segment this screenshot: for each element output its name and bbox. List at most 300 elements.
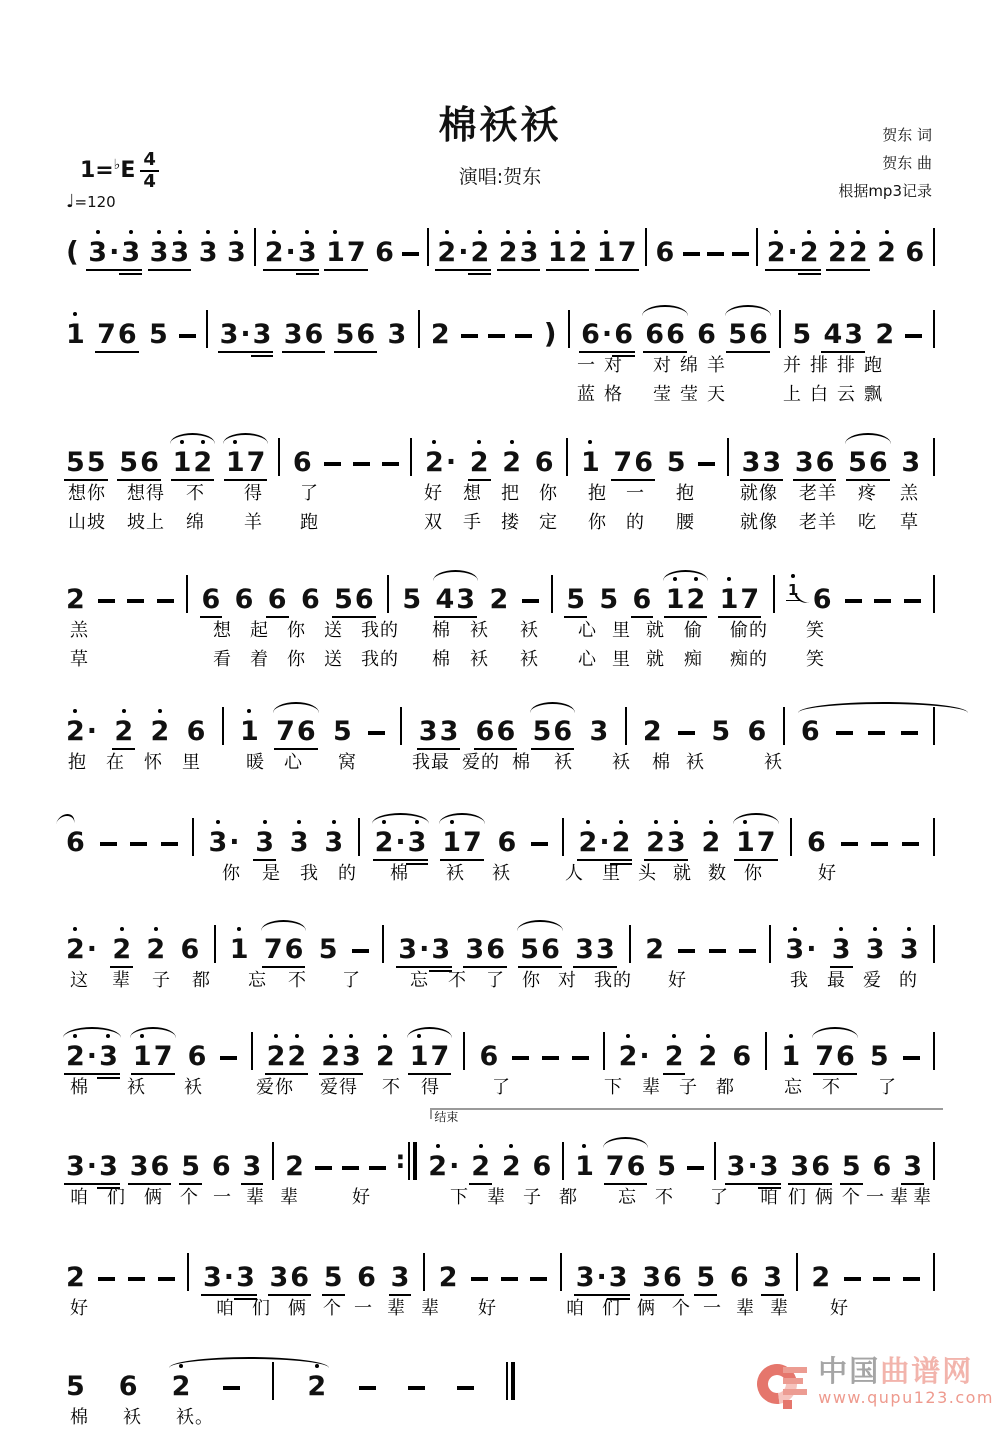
lyric-syllable: 就: [646, 620, 665, 641]
note-token: 6: [201, 586, 222, 613]
lyric-syllable: 辈: [913, 1187, 932, 1208]
dash-hold: [161, 842, 178, 846]
note-token: 6: [905, 237, 925, 268]
lyric-syllable: 个: [672, 1298, 691, 1319]
lyric-syllable: 袄: [446, 863, 465, 884]
lyric-syllable: 们: [788, 1187, 807, 1208]
note-token: 2: [877, 237, 896, 268]
barline: [933, 575, 935, 613]
note-token: 3: [762, 1264, 783, 1291]
slur-arc: [603, 1137, 649, 1150]
lyric-syllable: 得: [244, 483, 263, 504]
dash-hold: [382, 462, 399, 466]
note-token: [844, 1277, 861, 1291]
lyric-syllable: 想你: [68, 483, 106, 504]
dash-hold: [709, 949, 726, 953]
ending-bracket: [430, 1108, 943, 1124]
note-token: [678, 949, 695, 963]
note-token: 1 2: [665, 586, 707, 613]
note-token: [903, 1056, 920, 1070]
lyric-syllable: 的: [899, 970, 918, 991]
lyrics-line: [65, 745, 935, 774]
lyric-syllable: 里: [612, 620, 631, 641]
note-token: 1 7: [441, 829, 483, 856]
note-token: 5: [333, 716, 352, 747]
meter-numerator: 4: [140, 150, 159, 172]
note-token: 5: [695, 1264, 716, 1291]
lyrics-line: [65, 377, 935, 406]
lyric-syllable: 子: [152, 970, 171, 991]
note-token: 5: [711, 716, 731, 747]
lyric-syllable: 袄: [764, 752, 783, 773]
lyric-syllable: 格: [604, 384, 623, 405]
note-token: [98, 1277, 115, 1291]
lyric-syllable: 里: [182, 752, 201, 773]
note-token: 5 6: [333, 586, 375, 613]
barline: [562, 818, 564, 856]
note-token: 3 · 3: [202, 1264, 256, 1291]
note-token: [98, 599, 115, 613]
dash-hold: [522, 599, 539, 603]
note-token: 2 · 2: [766, 239, 820, 266]
lyric-syllable: 你: [287, 620, 306, 641]
brand-pink: 曲谱网: [880, 1354, 974, 1388]
barline: [933, 438, 935, 476]
lyric-syllable: 袄: [470, 649, 489, 670]
lyric-syllable: 俩: [815, 1187, 834, 1208]
note-token: [530, 1277, 547, 1291]
note-token: 2 · 2: [436, 239, 490, 266]
lyric-syllable: 们: [602, 1298, 621, 1319]
note-token: [904, 599, 921, 613]
dash-hold: [845, 599, 862, 603]
note-token: 3 3: [741, 449, 783, 476]
note-token: 2: [489, 584, 509, 615]
dash-hold: [905, 334, 922, 338]
barline: [625, 707, 627, 745]
note-token: 2: [645, 934, 665, 965]
slur-arc: [733, 813, 779, 826]
note-token: 6: [655, 237, 675, 268]
watermark-brand: [818, 1355, 973, 1388]
dash-hold: [515, 334, 532, 338]
note-token: [359, 1386, 376, 1400]
dash-hold: [471, 1277, 488, 1281]
barline: [187, 1253, 189, 1291]
note-token: [739, 949, 756, 963]
slur-arc: [407, 1027, 453, 1040]
note-token: 1 7: [719, 586, 761, 613]
note-token: 2: [307, 1371, 327, 1402]
note-token: [678, 731, 695, 745]
dash-hold: [683, 252, 700, 256]
lyric-syllable: 棉: [70, 1077, 89, 1098]
note-token: 2 3: [498, 239, 540, 266]
underline: [567, 269, 590, 271]
note-token: (: [66, 235, 79, 268]
score-system: [65, 218, 935, 266]
notation-line: [65, 565, 935, 613]
dash-hold: [871, 842, 888, 846]
lyric-syllable: 好: [818, 863, 837, 884]
note-token: 2: [811, 1262, 831, 1293]
note-token: 2 3: [645, 829, 687, 856]
note-token: 1 7: [409, 1043, 451, 1070]
note-token: 5 6: [847, 449, 889, 476]
barline: [427, 228, 429, 266]
note-token: 6: [65, 829, 86, 856]
lyric-syllable: 辈: [487, 1187, 506, 1208]
barline: [773, 575, 775, 613]
note-token: [836, 731, 853, 745]
lyric-syllable: 羔: [900, 483, 919, 504]
slur-arc: [530, 702, 576, 715]
lyric-syllable: 我的: [361, 620, 399, 641]
note-token: [512, 1056, 529, 1070]
barline: [933, 1253, 935, 1291]
note-token: [353, 462, 370, 476]
note-token: 3 6: [129, 1153, 171, 1180]
lyric-syllable: 定: [539, 512, 558, 533]
lyric-syllable: 俩: [144, 1187, 163, 1208]
note-token: 1 7: [132, 1043, 174, 1070]
lyric-syllable: 我: [300, 863, 319, 884]
note-token: 6: [800, 718, 821, 745]
lyric-syllable: 偷: [684, 620, 703, 641]
lyricist-credit: 贺东 词: [882, 126, 932, 144]
lyric-syllable: 最: [827, 970, 846, 991]
barline: [933, 925, 935, 963]
note-token: 7 6: [605, 1153, 647, 1180]
lyric-syllable: 下: [604, 1077, 623, 1098]
note-token: 1 7: [225, 449, 267, 476]
lyric-syllable: 你: [222, 863, 241, 884]
lyrics-line: [65, 963, 935, 992]
note-token: [709, 949, 726, 963]
barline: [933, 818, 935, 856]
lyric-syllable: 们: [107, 1187, 126, 1208]
barline: [783, 707, 785, 745]
lyric-syllable: 我: [790, 970, 809, 991]
watermark-text: [818, 1355, 994, 1407]
lyric-syllable: 搂: [501, 512, 520, 533]
note-token: 2: [171, 1373, 192, 1400]
note-token: 3 3: [149, 239, 191, 266]
score-system: [65, 1110, 935, 1209]
barline: [382, 925, 384, 963]
note-token: 3: [324, 827, 344, 858]
barline: [423, 1253, 425, 1291]
lyric-syllable: 天: [707, 384, 726, 405]
note-token: 5: [402, 584, 422, 615]
notation-line: [65, 1022, 935, 1070]
note-token: 3 · 3: [87, 239, 141, 266]
note-token: 2 ·: [618, 1041, 650, 1072]
note-token: 2: [113, 718, 134, 745]
note-token: 6: [747, 716, 767, 747]
lyric-syllable: 怀: [144, 752, 163, 773]
lyric-syllable: 想: [213, 620, 232, 641]
qupu-logo-icon: [757, 1355, 813, 1413]
barline: [779, 310, 781, 348]
lyric-syllable: 头: [638, 863, 657, 884]
lyric-syllable: 好: [830, 1298, 849, 1319]
note-token: 3: [390, 1264, 411, 1291]
lyric-syllable: 云: [837, 384, 856, 405]
lyric-syllable: 了: [878, 1077, 897, 1098]
note-token: 5: [148, 319, 168, 350]
note-token: 5: [666, 447, 686, 478]
lyric-syllable: 都: [192, 970, 211, 991]
dash-hold: [902, 842, 919, 846]
underline: [546, 269, 569, 271]
slur-arc: [798, 702, 968, 715]
lyric-syllable: 山坡: [68, 512, 106, 533]
note-token: 3: [902, 1153, 923, 1180]
underline: [468, 269, 491, 271]
note-token: 6: [729, 1262, 749, 1293]
note-token: 2: [430, 319, 450, 350]
barline: [568, 310, 570, 348]
note-token: 3 · 3: [575, 1264, 629, 1291]
lyric-syllable: 忘: [784, 1077, 803, 1098]
lyric-syllable: 咱: [70, 1187, 89, 1208]
dash-hold: [128, 1277, 145, 1281]
note-token: 6 6: [644, 321, 686, 348]
dash-hold: [488, 334, 505, 338]
lyric-syllable: 袄: [127, 1077, 146, 1098]
lyric-syllable: 辈: [112, 970, 131, 991]
lyric-syllable: 老羊: [799, 483, 837, 504]
note-token: [542, 1056, 559, 1070]
dash-hold: [698, 462, 715, 466]
score-system: [65, 808, 935, 885]
note-token: 5: [180, 1153, 201, 1180]
note-token: [158, 1277, 175, 1291]
barline: [765, 1032, 767, 1070]
note-token: 2: [285, 1151, 304, 1182]
lyrics-line: [65, 1291, 935, 1320]
barline: [645, 228, 647, 266]
note-token: 2: [150, 716, 170, 747]
dash-hold: [402, 252, 419, 256]
lyric-syllable: 就: [673, 863, 692, 884]
logo-tail: [783, 1400, 792, 1409]
lyric-syllable: 就像: [740, 483, 778, 504]
lyric-syllable: 对: [604, 355, 623, 376]
lyric-syllable: 棉: [432, 620, 451, 641]
lyrics-line: [65, 505, 935, 534]
barline: [192, 818, 194, 856]
lyric-syllable: 了: [300, 483, 319, 504]
lyric-syllable: 好: [70, 1298, 89, 1319]
lyric-syllable: 一: [577, 355, 596, 376]
lyric-syllable: 看: [213, 649, 232, 670]
dash-hold: [732, 252, 749, 256]
key-signature: [80, 150, 159, 192]
lyric-syllable: 你: [287, 649, 306, 670]
note-token: 2 ·: [66, 716, 98, 747]
lyric-syllable: 了: [486, 970, 505, 991]
lyric-syllable: 的: [626, 512, 645, 533]
barline: [186, 575, 188, 613]
note-token: 2: [664, 1043, 685, 1070]
time-signature: [140, 150, 159, 192]
slur-arc: [170, 433, 216, 446]
lyric-syllable: 痴的: [730, 649, 768, 670]
barline: [727, 438, 729, 476]
lyric-syllable: 袄。: [176, 1407, 214, 1428]
lyric-syllable: 羊: [244, 512, 263, 533]
lyric-syllable: 排: [810, 355, 829, 376]
note-token: 3: [242, 1153, 263, 1180]
lyric-syllable: 你: [539, 483, 558, 504]
note-token: [871, 842, 888, 856]
dash-hold: [841, 842, 858, 846]
dash-hold: [707, 252, 724, 256]
barline: [551, 575, 553, 613]
note-token: 2: [875, 319, 895, 350]
lyric-syllable: 我最: [412, 752, 450, 773]
note-token: 1 2: [172, 449, 214, 476]
underline: [263, 269, 286, 271]
song-title: 棉袄袄: [438, 103, 562, 147]
barline: [206, 310, 208, 348]
note-token: 6: [375, 237, 394, 268]
note-token: [408, 1386, 425, 1400]
lyric-syllable: 们: [252, 1298, 271, 1319]
note-token: 5 6: [532, 718, 574, 745]
note-token: 6: [187, 1041, 207, 1072]
lyric-syllable: 跑: [300, 512, 319, 533]
note-token: 2: [470, 1153, 491, 1180]
lyric-syllable: 送: [324, 620, 343, 641]
dash-hold: [739, 949, 756, 953]
note-token: 7 6: [263, 936, 305, 963]
tempo-marking: [66, 191, 116, 212]
dash-hold: [501, 1277, 518, 1281]
note-token: [873, 1277, 890, 1291]
notation-line: [65, 1243, 935, 1291]
dash-hold: [542, 1056, 559, 1060]
flat-icon: ♭: [113, 156, 121, 173]
lyric-syllable: 都: [559, 1187, 578, 1208]
underline: [296, 269, 319, 271]
note-token: 7 6: [814, 1043, 856, 1070]
lyric-syllable: 忘: [248, 970, 267, 991]
lyric-syllable: 好: [352, 1187, 371, 1208]
lyric-syllable: 飘: [864, 384, 883, 405]
lyric-syllable: 双: [424, 512, 443, 533]
note-token: 3: [387, 319, 407, 350]
dash-hold: [100, 842, 117, 846]
grace-tie: [795, 590, 811, 607]
lyric-syllable: 着: [250, 649, 269, 670]
note-token: 2 ·: [66, 934, 98, 965]
note-token: 3 6: [789, 1153, 831, 1180]
note-token: 3: [899, 934, 919, 965]
note-token: 1: [66, 319, 85, 350]
notation-line: [65, 428, 935, 476]
note-token: 1: [575, 1151, 594, 1182]
lyrics-line: [65, 1180, 935, 1209]
lyric-syllable: 棉: [432, 649, 451, 670]
note-token: 6: [732, 1041, 752, 1072]
lyric-syllable: 羊: [707, 355, 726, 376]
score-system: [65, 1022, 935, 1099]
note-token: 3: [254, 829, 275, 856]
lyric-syllable: 好: [668, 970, 687, 991]
note-token: 3: [198, 237, 218, 268]
lyric-syllable: 里: [612, 649, 631, 670]
lyric-syllable: 辈: [280, 1187, 299, 1208]
lyric-syllable: 这: [70, 970, 89, 991]
dash-hold: [873, 1277, 890, 1281]
underline: [826, 269, 849, 271]
note-token: 3: [831, 936, 852, 963]
dash-hold: [223, 1386, 240, 1390]
dash-hold: [678, 731, 695, 735]
lyric-syllable: 笑: [806, 620, 825, 641]
lyric-syllable: 爱你: [256, 1077, 294, 1098]
note-token: ): [543, 317, 557, 350]
note-token: 5: [841, 1153, 862, 1180]
note-token: [368, 731, 385, 745]
barline: [769, 925, 771, 963]
note-token: [572, 1056, 589, 1070]
note-token: [471, 1277, 488, 1291]
dash-hold: [408, 1386, 425, 1390]
dash-hold: [130, 842, 147, 846]
note-token: [531, 842, 548, 856]
dash-hold: [904, 599, 921, 603]
underline: [296, 273, 319, 275]
barline: [400, 707, 402, 745]
lyric-syllable: 好: [424, 483, 443, 504]
lyric-syllable: 咱: [216, 1298, 235, 1319]
lyric-syllable: 辈: [387, 1298, 406, 1319]
dash-hold: [461, 334, 478, 338]
note-token: 5 6: [519, 936, 561, 963]
dash-hold: [903, 1277, 920, 1281]
note-token: [223, 1386, 240, 1400]
dash-hold: [315, 1166, 332, 1170]
lyric-syllable: 偷的: [730, 620, 768, 641]
slur-arc: [517, 920, 563, 933]
dash-hold: [530, 1277, 547, 1281]
note-token: 6: [300, 584, 320, 615]
notation-line: [65, 1110, 935, 1182]
slur-arc: [663, 570, 709, 583]
lyric-syllable: 爱得: [320, 1077, 358, 1098]
note-token: [369, 1166, 386, 1180]
lyrics-line: [65, 613, 935, 642]
note-token: 2 · 3: [374, 829, 428, 856]
note-token: 2: [501, 1151, 521, 1182]
note-token: 5 6: [335, 321, 377, 348]
note-token: 2: [469, 449, 490, 476]
dash-hold: [531, 842, 548, 846]
lyric-syllable: 俩: [637, 1298, 656, 1319]
note-token: [342, 1166, 359, 1180]
lyric-syllable: 辈: [421, 1298, 440, 1319]
lyric-syllable: 暖: [246, 752, 265, 773]
note-token: 5: [657, 1151, 677, 1182]
lyric-syllable: 棉: [512, 752, 531, 773]
note-token: 1: [229, 934, 249, 965]
note-token: 2: [66, 584, 85, 615]
lyric-syllable: 疼: [858, 483, 877, 504]
